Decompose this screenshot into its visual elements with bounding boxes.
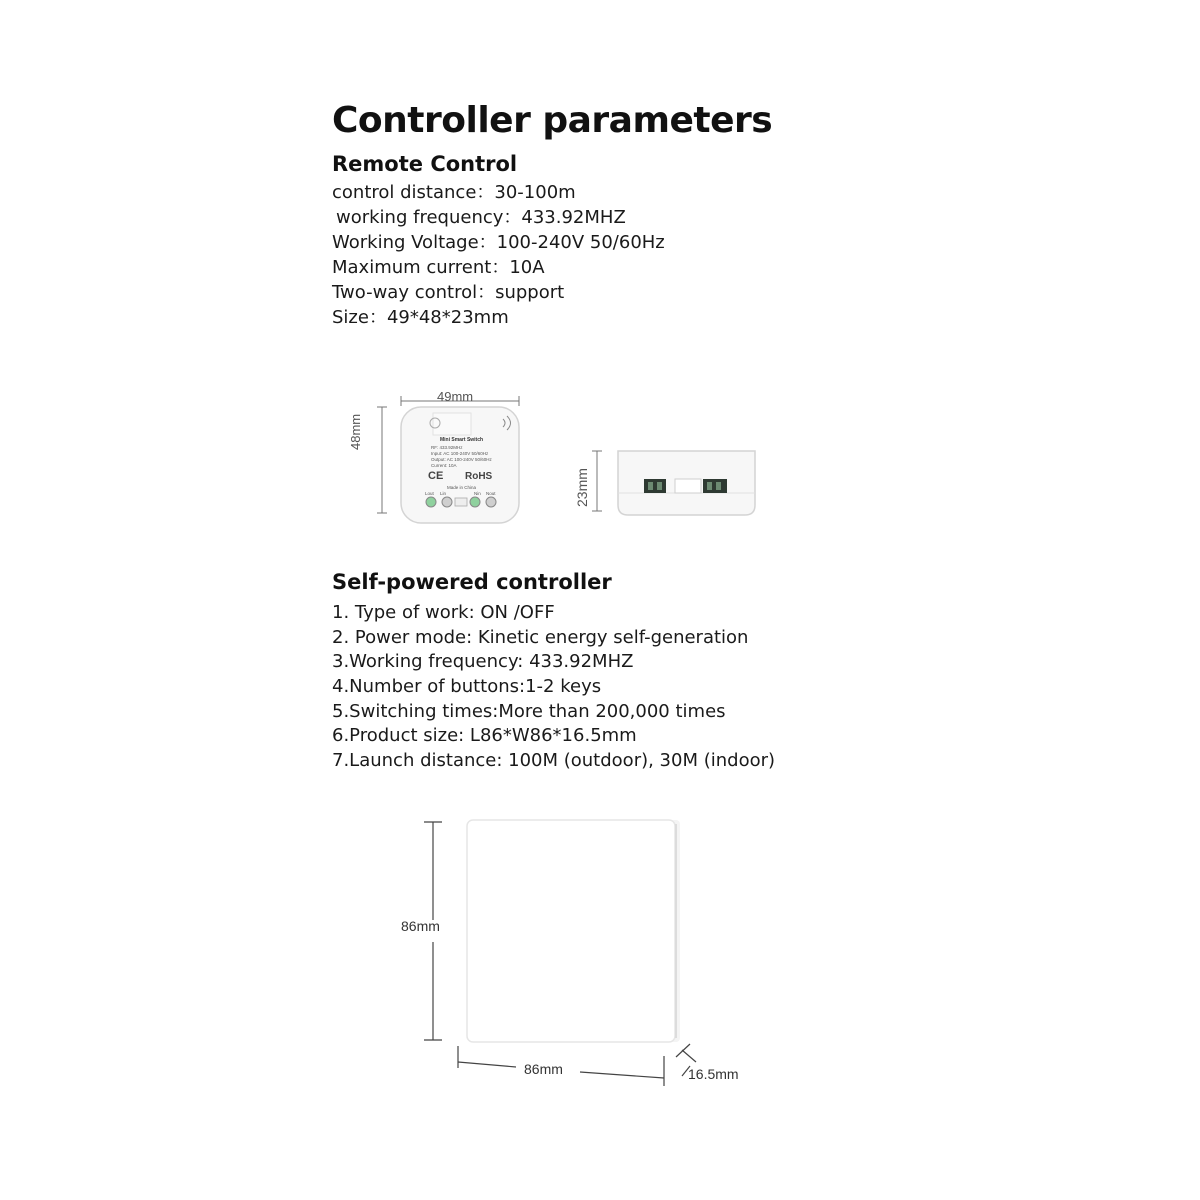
wall-switch-diagram — [420, 810, 760, 1090]
ce-mark: CE — [428, 470, 444, 482]
module-depth-label: 23mm — [574, 468, 590, 507]
remote-control-heading: Remote Control — [332, 152, 518, 176]
module-spec-current: Current: 10A — [431, 463, 457, 468]
module-width-label: 49mm — [437, 389, 474, 404]
module-spec-input: Input: AC 100-240V 50/60Hz — [431, 451, 489, 456]
module-spec-rf: RF: 433.92MHz — [431, 445, 463, 450]
panel-depth-label: 16.5mm — [688, 1066, 739, 1082]
feature-switching-times: 5.Switching times:More than 200,000 times — [332, 701, 726, 722]
panel-height-label: 86mm — [401, 918, 440, 934]
spec-size: Size：49*48*23mm — [332, 307, 509, 328]
module-side-diagram — [585, 445, 765, 520]
self-powered-heading: Self-powered controller — [332, 570, 612, 594]
page-title: Controller parameters — [332, 100, 773, 141]
made-in-label: Made in China — [447, 485, 477, 490]
feature-launch-distance: 7.Launch distance: 100M (outdoor), 30M (indoor) — [332, 750, 776, 771]
spec-maximum-current: Maximum current：10A — [332, 257, 545, 278]
feature-product-size: 6.Product size: L86*W86*16.5mm — [332, 725, 637, 746]
panel-width-label: 86mm — [524, 1061, 563, 1077]
terminal-lout-label: Lout — [425, 491, 434, 496]
terminal-nin-label: Nin — [474, 491, 481, 496]
rohs-mark: RoHS — [465, 471, 493, 482]
spec-control-distance: control distance：30-100m — [332, 182, 576, 203]
feature-power-mode: 2. Power mode: Kinetic energy self-generation — [332, 627, 749, 648]
feature-working-frequency: 3.Working frequency: 433.92MHZ — [332, 651, 634, 672]
feature-number-of-buttons: 4.Number of buttons:1-2 keys — [332, 676, 602, 697]
spec-two-way-control: Two-way control：support — [332, 282, 565, 303]
terminal-nout-label: Nout — [486, 491, 496, 496]
module-spec-output: Output: AC 100-240V 50/60Hz — [431, 457, 492, 462]
spec-working-frequency: working frequency：433.92MHZ — [336, 207, 626, 228]
terminal-lin-label: Lin — [440, 491, 447, 496]
module-height-label: 48mm — [348, 413, 363, 450]
module-product-name: Mini Smart Switch — [440, 437, 484, 443]
feature-type-of-work: 1. Type of work: ON /OFF — [332, 602, 555, 623]
spec-working-voltage: Working Voltage：100-240V 50/60Hz — [332, 232, 665, 253]
